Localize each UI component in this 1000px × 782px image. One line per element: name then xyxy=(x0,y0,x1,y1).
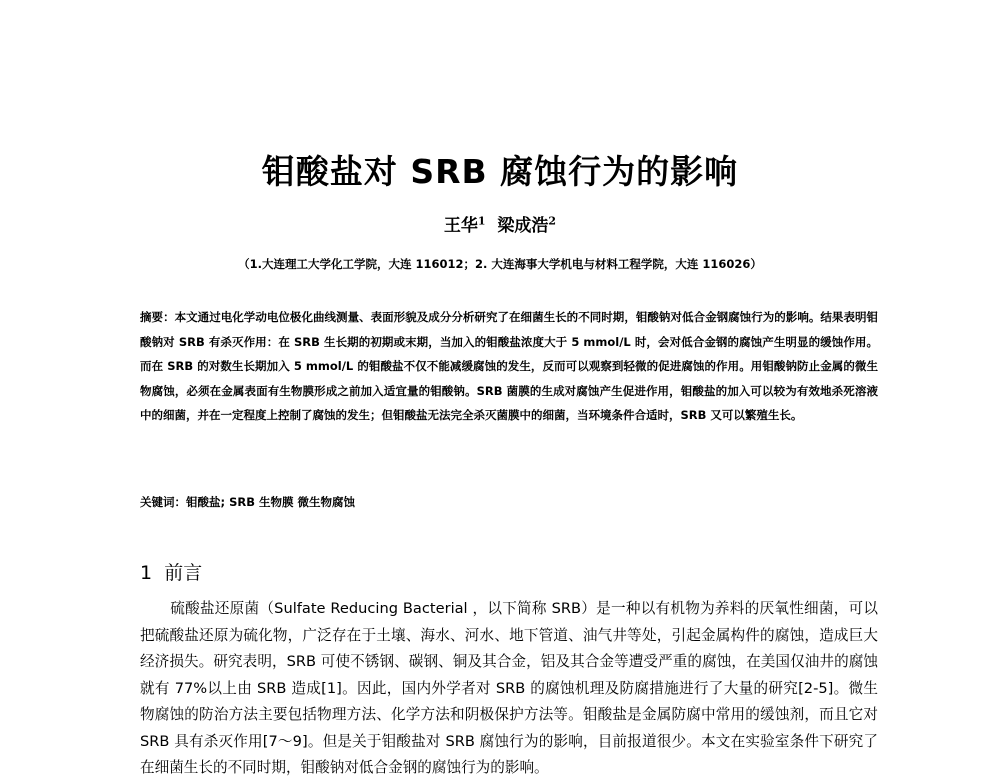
section-number: 1 xyxy=(140,562,153,584)
intro-text: 硫酸盐还原菌（Sulfate Reducing Bacterial ，以下简称 SRB）是一种以有机物为养料的厌氧性细菌，可以把硫酸盐还原为硫化物，广泛存在于土壤、海水、河水、地下管道、油气井等处，引起金属构件的腐蚀，造成巨大经济损失。研究表明，SRB 可使不锈钢、碳钢、铜及其合金，铝及其合金等遭受严重的腐蚀，在美国仅油井的腐蚀就有 77%以上由 SRB 造成[1]。因此，国内外学者对 SRB 的腐蚀机理及防腐措施进行了大量的研究[2-5]。微生物腐蚀的防治方法主要包括物理方法、化学方法和阴极保护方法等。钼酸盐是金属防腐中常用的缓蚀剂，而且它对 SRB 具有杀灭作用[7～9]。但是关于钼酸盐对 SRB 腐蚀行为的影响，目前报道很少。本文在实验室条件下研究了在细菌生长的不同时期，钼酸钠对低合金钢的腐蚀行为的影响。 xyxy=(140,600,878,776)
author-affiliation-mark: 2 xyxy=(548,214,557,228)
intro-paragraph xyxy=(140,596,878,782)
section-heading xyxy=(140,558,202,585)
author-name: 梁成浩 xyxy=(497,216,549,236)
paper-title: 钼酸盐对 SRB 腐蚀行为的影响 xyxy=(261,152,739,191)
author-line xyxy=(0,211,1000,236)
keywords-text: 钼酸盐; SRB 生物膜 微生物腐蚀 xyxy=(186,495,356,509)
abstract-label: 摘要： xyxy=(140,310,175,324)
keywords xyxy=(140,494,878,510)
author-affiliation-mark: 1 xyxy=(477,214,486,228)
abstract xyxy=(140,305,878,428)
abstract-text: 本文通过电化学动电位极化曲线测量、表面形貌及成分分析研究了在细菌生长的不同时期，钼酸钠对低合金钢腐蚀行为的影响。结果表明钼酸钠对 SRB 有杀灭作用：在 SRB 生长期的初期或末期，当加入的钼酸盐浓度大于 5 mmol/L 时，会对低合金钢的腐蚀产生明显的缓蚀作用。而在 SRB 的对数生长期加入 5 mmol/L 的钼酸盐不仅不能减缓腐蚀的发生，反而可以观察到轻微的促进腐蚀的作用。用钼酸钠防止金属的微生物腐蚀，必须在金属表面有生物膜形成之前加入适宜量的钼酸钠。SRB 菌膜的生成对腐蚀产生促进作用，钼酸盐的加入可以较为有效地杀死溶液中的细菌，并在一定程度上控制了腐蚀的发生；但钼酸盐无法完全杀灭菌膜中的细菌，当环境条件合适时，SRB 又可以繁殖生长。 xyxy=(140,310,879,423)
section-title: 前言 xyxy=(164,562,203,584)
author-name: 王华 xyxy=(443,216,478,236)
keywords-label: 关键词： xyxy=(140,495,186,509)
affiliation: （1.大连理工大学化工学院，大连 116012；2. 大连海事大学机电与材料工程学院，大连 116026） xyxy=(238,257,762,271)
